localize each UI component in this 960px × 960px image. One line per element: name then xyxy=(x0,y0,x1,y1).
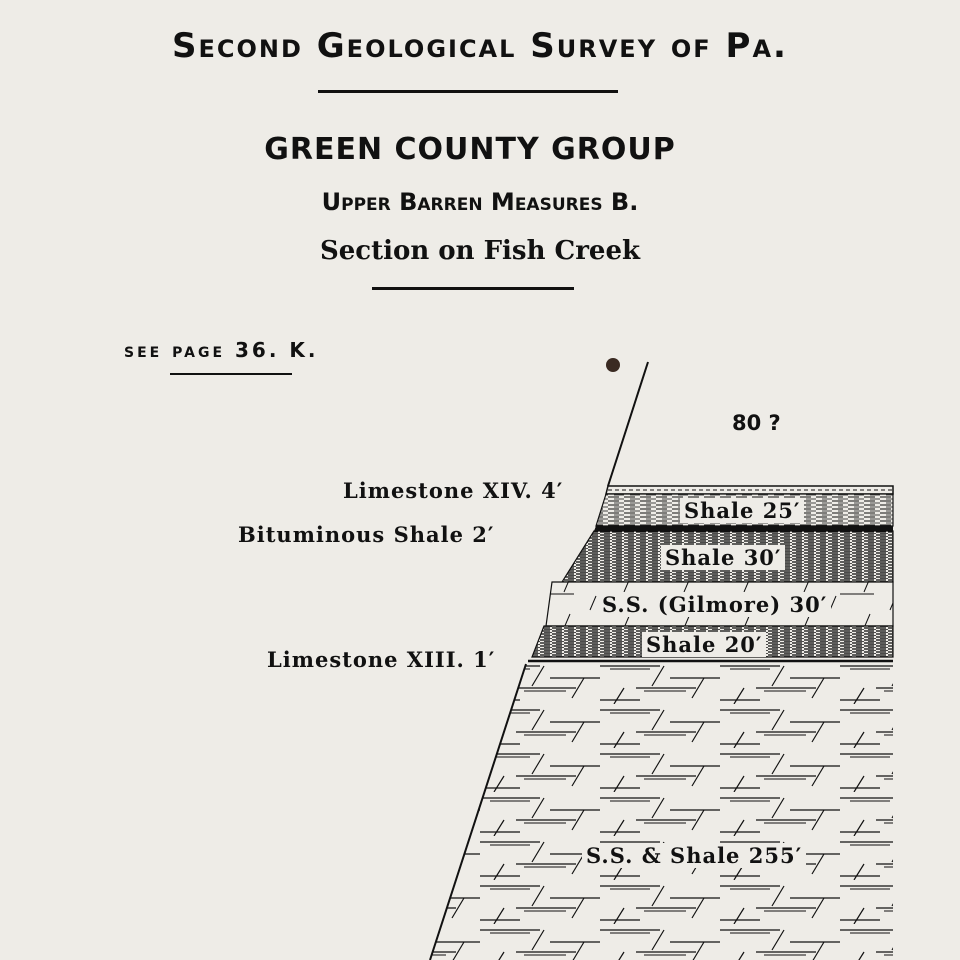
stratum-label-shale-20: Shale 20′ xyxy=(642,632,766,657)
stratum-label-shale-30: Shale 30′ xyxy=(661,545,785,570)
ink-spot xyxy=(606,358,620,372)
group-heading: GREEN COUNTY GROUP xyxy=(264,132,676,167)
measures-heading: Upper Barren Measures B. xyxy=(321,188,639,216)
section-heading: Section on Fish Creek xyxy=(319,236,641,266)
stratum-label-ss-shale-255: S.S. & Shale 255′ xyxy=(582,843,806,868)
stratum-ss-shale-255 xyxy=(430,664,893,960)
outcrop-profile-line xyxy=(608,362,648,486)
bituminous-shale-band xyxy=(594,526,893,531)
stratum-label-shale-25: Shale 25′ xyxy=(680,498,804,523)
stratum-label-ss-gilmore: S.S. (Gilmore) 30′ xyxy=(598,592,831,617)
page-title: Second Geological Survey of Pa. xyxy=(172,26,788,66)
top-thickness-label: 80 ? xyxy=(732,411,781,435)
label-limestone-xiii: Limestone XIII. 1′ xyxy=(267,647,496,672)
label-limestone-xiv: Limestone XIV. 4′ xyxy=(343,478,564,503)
label-bituminous-shale: Bituminous Shale 2′ xyxy=(238,522,495,547)
see-page-reference: see page 36. K. xyxy=(124,338,319,362)
